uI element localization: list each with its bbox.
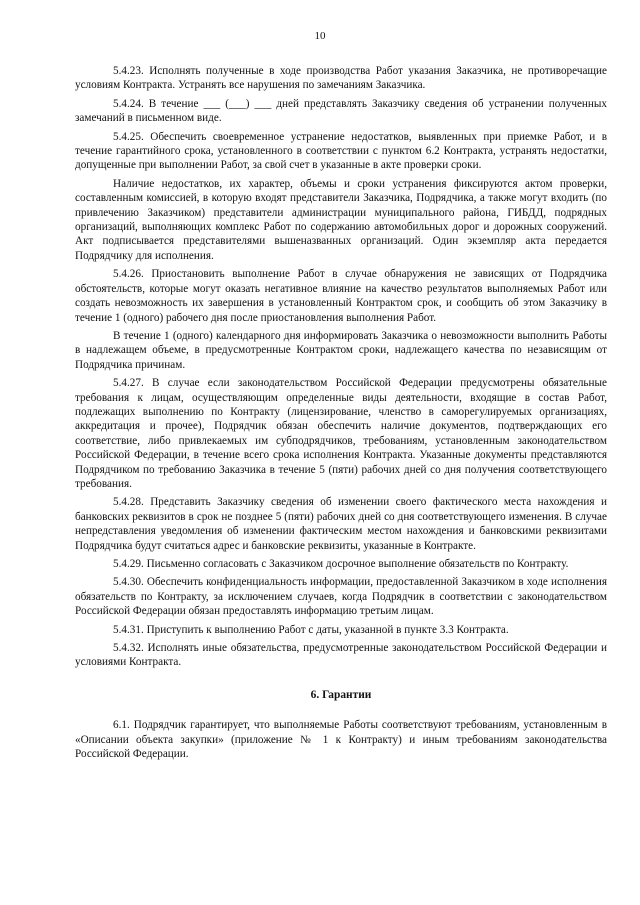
paragraph: 5.4.31. Приступить к выполнению Работ с даты, указанной в пункте 3.3 Контракта. xyxy=(113,623,509,636)
paragraph: В течение 1 (одного) календарного дня информировать Заказчика о невозможности выполнить Работы в надлежащем объеме, в предусмотренные Контрактом сроки, надлежащего качества по независящим от Подрядчика причинам. xyxy=(75,329,607,371)
paragraph: 5.4.25. Обеспечить своевременное устранение недостатков, выявленных при приемке Работ, и в течение гарантийного срока, установленного в соответствии с пунктом 6.2 Контракта, устранять недостатки, допущенные при выполнении Работ, за свой счет в указанные в акте проверки сроки. xyxy=(75,130,607,172)
paragraph: 5.4.28. Представить Заказчику сведения об изменении своего фактического места нахождения и банковских реквизитов в срок не позднее 5 (пяти) рабочих дней со дня соответствующего изменения. В случае непредставления уведомления об изменении фактическим местом нахождения и банковскими реквизитами Подрядчика будут считаться адрес и банковские реквизиты, указанные в Контракте. xyxy=(75,496,607,552)
document-body xyxy=(75,64,607,765)
paragraph: 6.1. Подрядчик гарантирует, что выполняемые Работы соответствуют требованиям, установленным в «Описании объекта закупки» (приложение № 1 к Контракту) и иным требованиям законодательства Российской Федерации. xyxy=(75,719,607,761)
paragraph: 5.4.29. Письменно согласовать с Заказчиком досрочное выполнение обязательств по Контракту. xyxy=(113,558,569,570)
paragraph: Наличие недостатков, их характер, объемы и сроки устранения фиксируются актом проверки, составленным комиссией, в которую входят представители Заказчика, Подрядчика, а также могут входить (по привлечению Заказчиком) представители администрации муниципального района, ГИБДД, подрядных организаций, выполняющих комплекс Работ по содержанию автомобильных дорог и дорожных сооружений. Акт подписывается представителями вышеназванных организаций. Один экземпляр акта передается Подрядчику для исполнения. xyxy=(75,177,607,262)
section-heading: 6. Гарантии xyxy=(310,688,372,701)
section-6-paragraphs xyxy=(75,718,607,761)
paragraph: 5.4.27. В случае если законодательством Российской Федерации предусмотрены обязательные требования к лицам, осуществляющим определенные виды деятельности, входящие в состав Работ, подлежащих выполнению по Контракту (лицензирование, членство в саморегулируемых организациях, аккредитация и прочее), Подрядчик обязан обеспечить наличие документов, подтверждающих его соответствие, либо привлекаемых им субподрядчиков, требованиям, установленным законодательством Российской Федерации, в течение всего срока исполнения Контракта. Указанные документы представляются Подрядчиком по требованию Заказчика в течение 5 (пяти) рабочих дней со дня получения соответствующего требования. xyxy=(75,377,607,490)
section-5-4-paragraphs xyxy=(75,64,607,670)
page-number: 10 xyxy=(314,30,326,42)
paragraph: 5.4.30. Обеспечить конфиденциальность информации, предоставленной Заказчиком в ходе исполнения обязательств по Контракту, за исключением случаев, когда Подрядчик в соответствии с законодательством Российской Федерации обязан предоставлять информацию третьим лицам. xyxy=(75,576,607,618)
paragraph: 5.4.32. Исполнять иные обязательства, предусмотренные законодательством Российской Федерации и условиями Контракта. xyxy=(75,642,607,669)
paragraph: 5.4.26. Приостановить выполнение Работ в случае обнаружения не зависящих от Подрядчика обстоятельств, которые могут оказать негативное влияние на качество результатов выполняемых Работ или создать невозможность их завершения в установленный Контрактом срок, и сообщить об этом Заказчику в течение 1 (одного) рабочего дня после приостановления выполнения Работ. xyxy=(75,268,607,324)
paragraph: 5.4.24. В течение ___ (___) ___ дней представлять Заказчику сведения об устранении полученных замечаний в письменном виде. xyxy=(75,97,607,125)
paragraph: 5.4.23. Исполнять полученные в ходе производства Работ указания Заказчика, не противоречащие условиям Контракта. Устранять все нарушения по замечаниям Заказчика. xyxy=(75,65,607,92)
